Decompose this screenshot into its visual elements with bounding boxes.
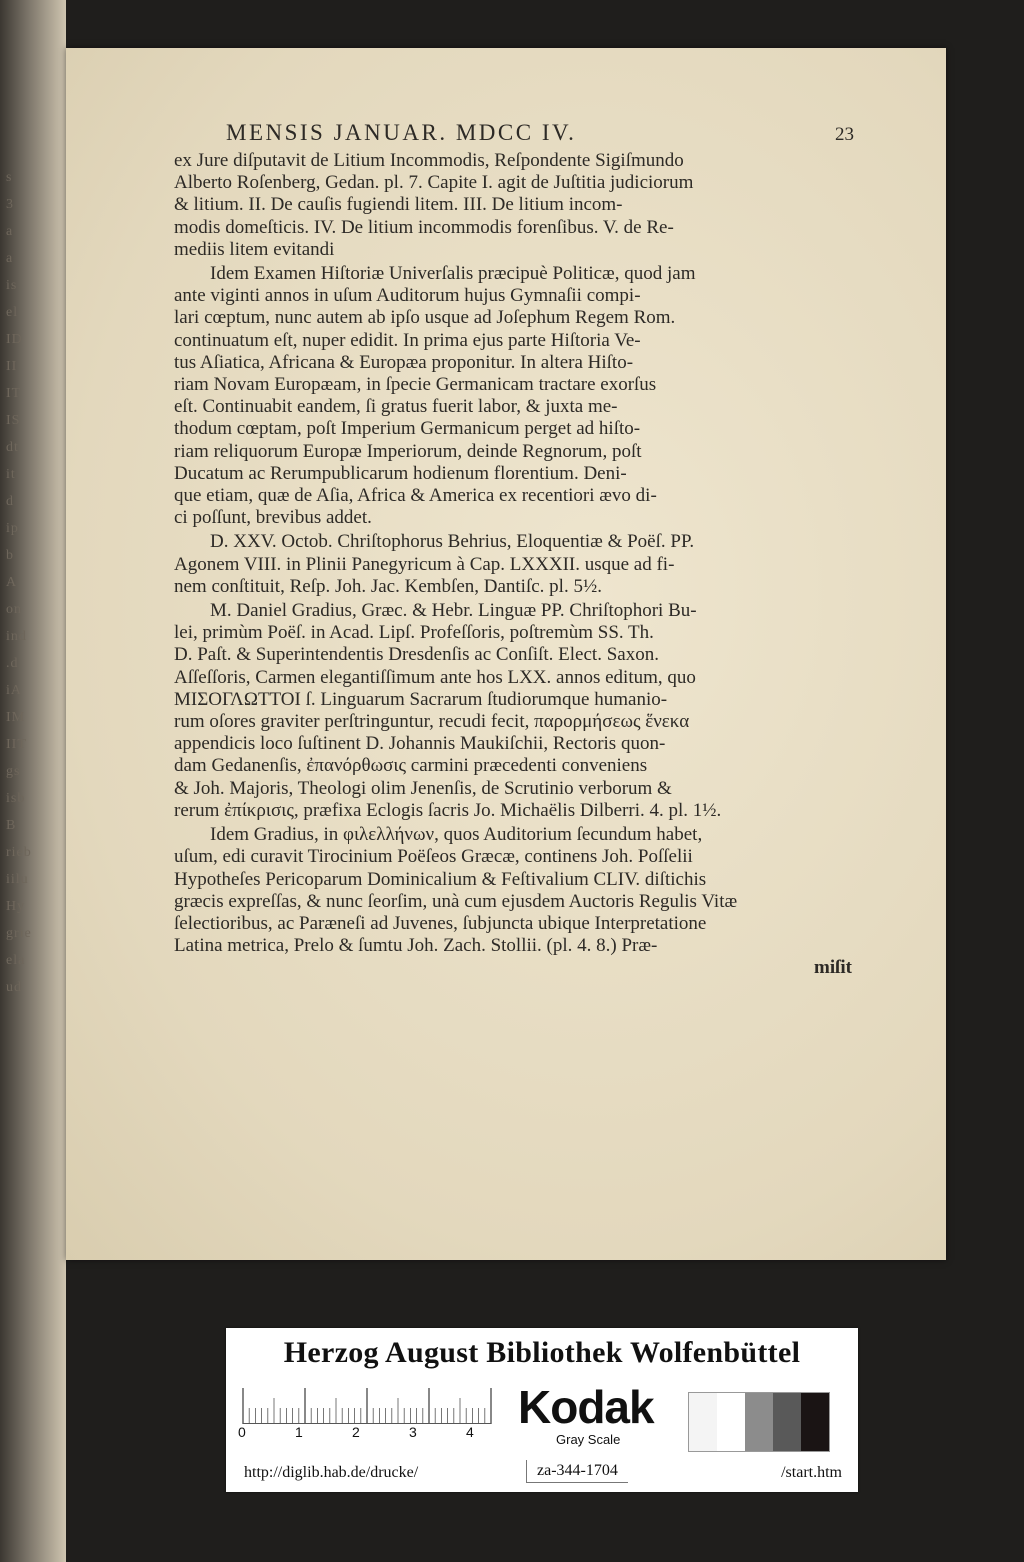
paragraph (174, 150, 864, 261)
text-line: Agonem VIII. in Plinii Panegyricum à Cap. LXXXII. usque ad fi- (174, 553, 675, 575)
gray-swatch (801, 1393, 829, 1451)
adjacent-page-fragment: Hy (6, 899, 26, 914)
adjacent-page-fragment: IT (6, 386, 22, 401)
text-line: ſelectioribus, ac Paræneſi ad Juvenes, ſubjuncta ubique Interpretatione (174, 912, 707, 934)
paragraph (174, 600, 864, 822)
paragraph (174, 263, 864, 529)
text-line: continuatum eſt, nuper edidit. In prima ejus parte Hiſtoria Ve- (174, 329, 641, 351)
adjacent-page-fragment: ID (6, 332, 23, 347)
library-label (226, 1328, 858, 1492)
text-line: ante viginti annos in uſum Auditorum hujus Gymnaſii compi- (174, 285, 641, 307)
text-line: mediis litem evitandi (174, 238, 335, 260)
text-line: dam Gedanenſis, ἐπανόρθωσις carmini præcedenti conveniens (174, 755, 648, 777)
text-line: Aſſeſſoris, Carmen elegantiſſimum ante hos LXX. annos editum, quo (174, 666, 696, 688)
text-line: uſum, edi curavit Tirocinium Poëſeos Græcæ, continens Joh. Poſſelii (174, 846, 693, 868)
text-line: eſt. Continuabit eandem, ſi gratus fuerit labor, & juxta me- (174, 396, 618, 418)
gray-scale-swatches (688, 1392, 830, 1452)
page-number: 23 (835, 124, 854, 145)
adjacent-page-fragment: on (6, 602, 22, 617)
text-line: ΜΙΣΟΓΛΩΤΤΟΙ ſ. Linguarum Sacrarum ſtudiorumque humanio- (174, 688, 668, 710)
text-line: Latina metrica, Prelo & ſumtu Joh. Zach. Stollii. (pl. 4. 8.) Præ- (174, 935, 658, 957)
adjacent-page-fragment: A (6, 575, 18, 590)
adjacent-page-fragment: ela (6, 953, 26, 968)
gray-scale-label: Gray Scale (556, 1432, 621, 1447)
text-line: riam reliquorum Europæ Imperiorum, deinde Regnorum, poſt (174, 440, 642, 462)
text-line: riam Novam Europæam, in ſpecie Germanicam tractare exorſus (174, 374, 657, 396)
header-title: MENSIS JANUAR. MDCC IV. (226, 120, 577, 145)
text-line: que etiam, quæ de Aſia, Africa & America ex recentiori ævo di- (174, 485, 657, 507)
text-line: & Joh. Majoris, Theologi olim Jenenſis, de Scrutinio verborum & (174, 777, 672, 799)
adjacent-page-fragment: ind (6, 629, 27, 644)
text-line: ci poſſunt, brevibus addet. (174, 507, 372, 529)
text-line: & litium. II. De cauſis fugiendi litem. III. De litium incom- (174, 194, 623, 216)
library-name: Herzog August Bibliothek Wolfenbüttel (283, 1336, 801, 1369)
label-footer (226, 1460, 858, 1486)
text-line: Idem Examen Hiſtoriæ Univerſalis præcipuè Politicæ, quod jam (210, 263, 696, 285)
adjacent-page-fragment: el (6, 305, 19, 320)
adjacent-page-fragment: rieb (6, 845, 32, 860)
text-line: D. XXV. Octob. Chriſtophorus Behrius, Eloquentiæ & Poëſ. PP. (210, 531, 695, 553)
adjacent-page-fragment: ud (6, 980, 22, 995)
start-link-text: /start.htm (781, 1464, 842, 1481)
text-line: lei, primùm Poëſ. in Acad. Lipſ. Profeſſoris, poſtremùm SS. Th. (174, 622, 654, 644)
shelfmark-code: za-344-1704 (526, 1460, 628, 1483)
paragraph (174, 531, 864, 598)
text-line: Ducatum ac Rerumpublicarum hodienum florentium. Deni- (174, 462, 627, 484)
gray-swatch (717, 1393, 745, 1451)
text-line: rum oſores graviter perſtringuntur, recudi fecit, παρορμήσεως ἕνεκα (174, 711, 690, 733)
paragraphs (174, 150, 864, 957)
adjacent-page-fragment: IM (6, 710, 26, 725)
text-line: tus Aſiatica, Africana & Europæa proponitur. In altera Hiſto- (174, 351, 634, 373)
adjacent-page-fragment: dt (6, 440, 19, 455)
adjacent-page-fragment: a (6, 251, 14, 266)
ruler-scale-icon (238, 1386, 508, 1424)
ruler-number: 4 (466, 1424, 474, 1440)
catchword: miſit (814, 957, 852, 979)
text-line: appendicis loco ſuſtinent D. Johannis Maukiſchii, Rectoris quon- (174, 733, 666, 755)
adjacent-page-fragment: grie (6, 926, 32, 941)
ruler-number: 0 (238, 1424, 246, 1440)
book-page (66, 48, 946, 1260)
kodak-logo: Kodak (518, 1381, 654, 1433)
adjacent-page-fragment: iilu (6, 872, 29, 887)
text-line: Idem Gradius, in φιλελλήνων, quos Auditorium ſecundum habet, (210, 824, 703, 846)
text-line: nem conſtituit, Reſp. Joh. Jac. Kembſen, Dantiſc. pl. 5½. (174, 575, 602, 597)
gray-swatch (689, 1393, 717, 1451)
text-line: thodum cœptam, poſt Imperium Germanicum perget ad hiſto- (174, 418, 641, 440)
adjacent-page-fragment: it (6, 467, 16, 482)
adjacent-page-fragment: ip (6, 521, 19, 536)
gray-swatch (745, 1393, 773, 1451)
adjacent-page-fragment: isb (6, 791, 26, 806)
text-line: ex Jure diſputavit de Litium Incommodis, Reſpondente Sigiſmundo (174, 150, 684, 171)
paragraph (174, 824, 864, 957)
ruler-number: 2 (352, 1424, 360, 1440)
adjacent-page-fragment: 3 (6, 197, 14, 212)
text-line: lari cœptum, nunc autem ab ipſo usque ad Joſephum Regem Rom. (174, 307, 676, 329)
adjacent-page-fragment: II (6, 359, 18, 374)
text-line: Alberto Roſenberg, Gedan. pl. 7. Capite I. agit de Juſtitia judiciorum (174, 172, 694, 194)
adjacent-page-fragment: iA (6, 683, 22, 698)
page-text (174, 120, 864, 980)
text-line: Hypotheſes Pericoparum Dominicalium & Feſtivalium CLIV. diſtichis (174, 868, 707, 890)
text-line: rerum ἐπίκρισις, præfixa Eclogis ſacris Jo. Michaëlis Dilberri. 4. pl. 1½. (174, 799, 722, 821)
adjacent-page-fragment: a (6, 224, 14, 239)
adjacent-page-fragment: b (6, 548, 14, 563)
adjacent-page-fragment: s (6, 170, 13, 185)
adjacent-page-fragment: .d (6, 656, 19, 671)
text-line: modis domeſticis. IV. De litium incommodis forenſibus. V. de Re- (174, 216, 674, 238)
adjacent-page-fragment: B (6, 818, 17, 833)
adjacent-page-fragment: IS (6, 413, 21, 428)
adjacent-page-fragment: d (6, 494, 14, 509)
gray-swatch (773, 1393, 801, 1451)
text-line: græcis expreſſas, & nunc ſeorſim, unà cum ejusdem Auctoris Regulis Vitæ (174, 890, 738, 912)
ruler-number: 3 (409, 1424, 417, 1440)
library-url: http://diglib.hab.de/drucke/ (244, 1464, 419, 1481)
running-header (174, 120, 864, 150)
adjacent-page-edge (0, 0, 66, 1562)
adjacent-page-fragment: is (6, 278, 18, 293)
adjacent-page-fragment: gs (6, 764, 21, 779)
adjacent-page-fragment: IIT (6, 737, 27, 752)
ruler-number: 1 (295, 1424, 303, 1440)
text-line: D. Paſt. & Superintendentis Dresdenſis ac Conſiſt. Elect. Saxon. (174, 644, 659, 666)
text-line: M. Daniel Gradius, Græc. & Hebr. Linguæ PP. Chriſtophori Bu- (210, 600, 697, 622)
